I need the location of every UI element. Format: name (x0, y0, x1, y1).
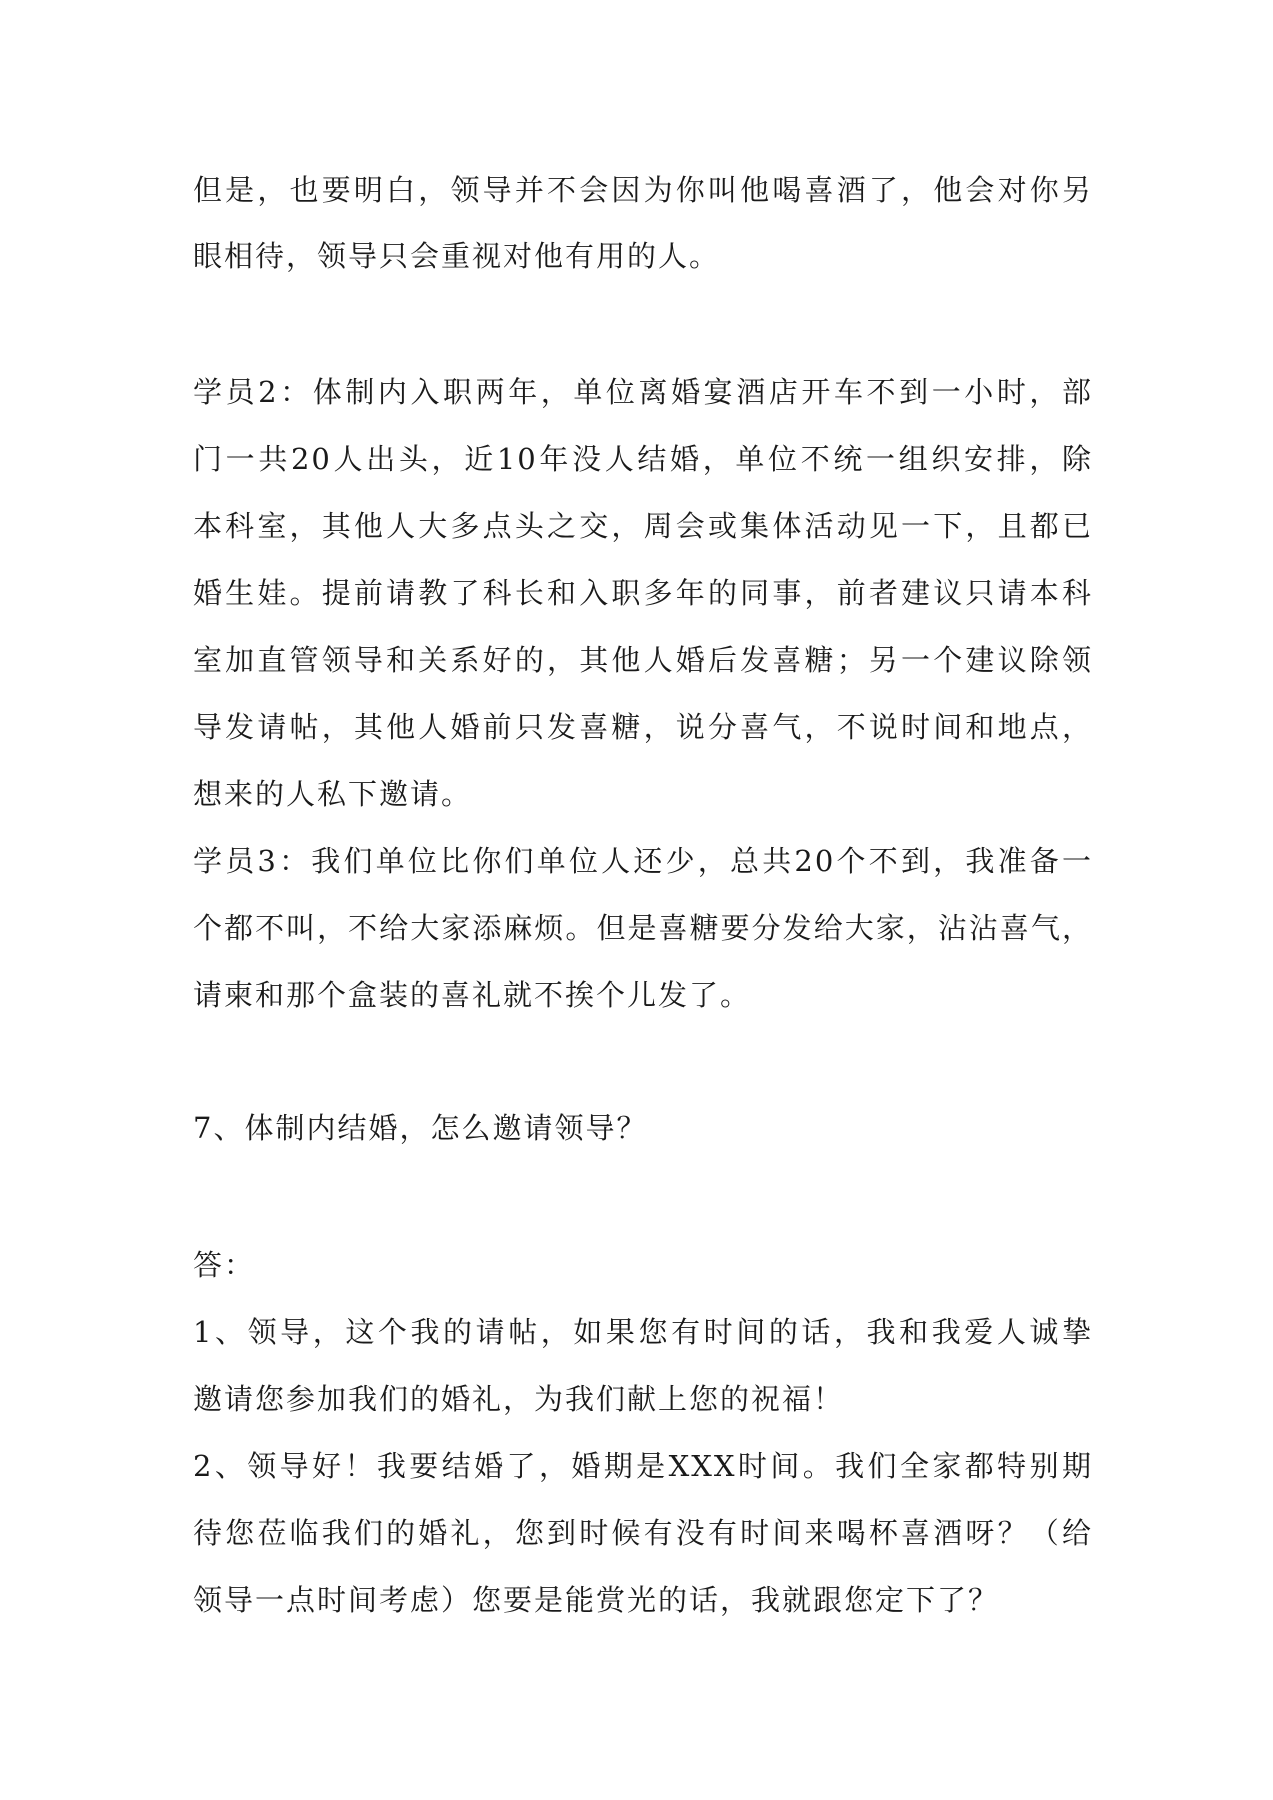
text-line: 请柬和那个盒装的喜礼就不挨个儿发了。 (193, 978, 752, 1012)
answer-label: 答： (193, 1248, 256, 1282)
text-line: 想来的人私下邀请。 (193, 777, 473, 811)
text-line: 门一共20人出头，近10年没人结婚，单位不统一组织安排，除 (193, 442, 1093, 476)
text-line: 眼相待，领导只会重视对他有用的人。 (193, 239, 721, 273)
text-line: 室加直管领导和关系好的，其他人婚后发喜糖；另一个建议除领 (193, 643, 1093, 677)
text-line: 本科室，其他人大多点头之交，周会或集体活动见一下，且都已 (193, 509, 1093, 543)
text-line: 但是，也要明白，领导并不会因为你叫他喝喜酒了，他会对你另 (193, 173, 1093, 207)
text-line: 学员2：体制内入职两年，单位离婚宴酒店开车不到一小时，部 (193, 375, 1093, 409)
text-line: 学员3：我们单位比你们单位人还少，总共20个不到，我准备一 (193, 844, 1093, 878)
section-heading: 7、体制内结婚，怎么邀请领导？ (193, 1111, 648, 1145)
text-line: 导发请帖，其他人婚前只发喜糖，说分喜气，不说时间和地点， (193, 710, 1093, 744)
text-line: 领导一点时间考虑）您要是能赏光的话，我就跟您定下了？ (193, 1583, 1000, 1617)
text-line: 待您莅临我们的婚礼，您到时候有没有时间来喝杯喜酒呀？（给 (193, 1516, 1093, 1550)
text-line: 个都不叫，不给大家添麻烦。但是喜糖要分发给大家，沾沾喜气， (193, 911, 1093, 945)
text-line: 邀请您参加我们的婚礼，为我们献上您的祝福！ (193, 1382, 845, 1416)
text-line: 婚生娃。提前请教了科长和入职多年的同事，前者建议只请本科 (193, 576, 1093, 610)
text-line: 1、领导，这个我的请帖，如果您有时间的话，我和我爱人诚挚 (193, 1315, 1093, 1349)
text-line: 2、领导好！我要结婚了，婚期是XXX时间。我们全家都特别期 (193, 1449, 1093, 1483)
